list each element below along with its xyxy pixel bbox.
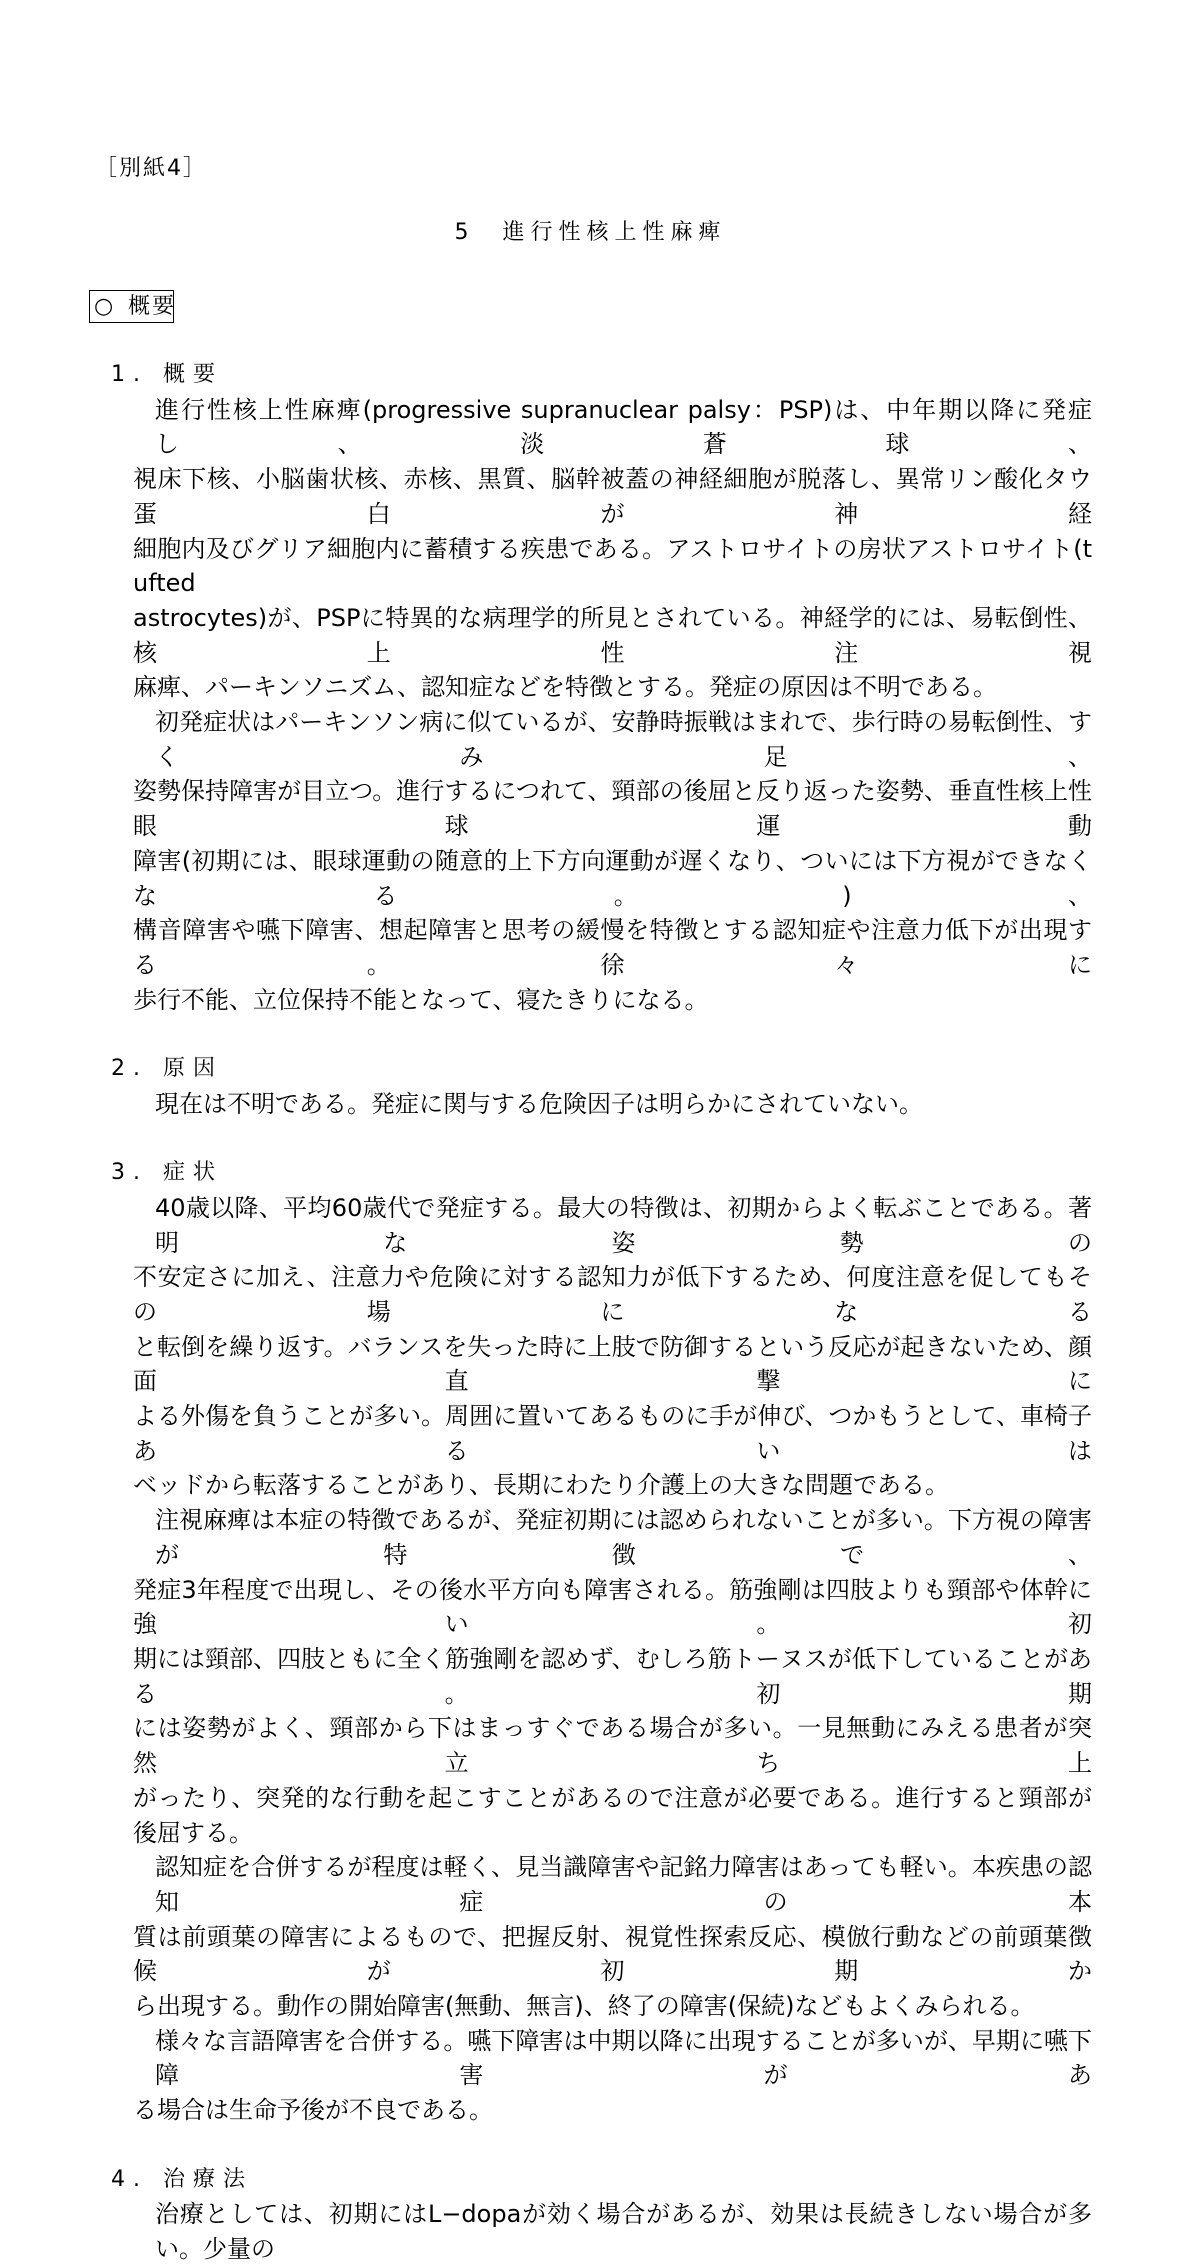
paragraph-line: ら出現する。動作の開始障害(無動、無言)、終了の障害(保続)などもよくみられる。 (133, 1992, 1035, 2021)
section-4 (111, 2163, 1092, 2267)
paragraph-line: 質は前頭葉の障害によるもので、把握反射、視覚性探索反応、模倣行動などの前頭葉徴候が初期か (133, 1922, 1092, 1986)
paragraph-line: 障害(初期には、眼球運動の随意的上下方向運動が遅くなり、ついには下方視ができなくなる。)、 (133, 846, 1092, 910)
section-1 (111, 358, 1092, 1017)
paragraph-line: 構音障害や嚥下障害、想起障害と思考の緩慢を特徴とする認知症や注意力低下が出現する。徐々に (133, 916, 1092, 979)
page-title: 5 進行性核上性麻痺 (454, 220, 727, 245)
paragraph-line: 不安定さに加え、注意力や危険に対する認知力が低下するため、何度注意を促してもその場になる (133, 1263, 1092, 1326)
paragraph-line: 発症3年程度で出現し、その後水平方向も障害される。筋強剛は四肢よりも頸部や体幹に強い。初 (133, 1575, 1092, 1639)
paragraph-line: よる外傷を負うことが多い。周囲に置いてあるものに手が伸び、つかもうとして、車椅子あるいは (133, 1402, 1092, 1465)
section-heading: 3. 症状 (111, 1160, 223, 1186)
paragraph-line: 治療としては、初期にはL−dopaが効く場合があるが、効果は長続きしない場合が多い。少量の (155, 2200, 1092, 2263)
paragraph-line: 初発症状はパーキンソン病に似ているが、安静時振戦はまれで、歩行時の易転倒性、すくみ足、 (155, 708, 1092, 771)
document-body (111, 358, 1092, 2267)
paragraph-line: astrocytes)が、PSPに特異的な病理学的所見とされている。神経学的には、易転倒性、核上性注視 (133, 603, 1092, 667)
paragraph-line: 進行性核上性麻痺(progressive supranuclear palsy：PSP)は、中年期以降に発症し、淡蒼球、 (155, 395, 1092, 459)
paragraph-line: 歩行不能、立位保持不能となって、寝たきりになる。 (133, 985, 709, 1014)
section-heading: 1. 概要 (111, 362, 223, 387)
circle-mark: ○ (94, 294, 114, 319)
paragraph-line: ベッドから転落することがあり、長期にわたり介護上の大きな問題である。 (133, 1471, 949, 1500)
overview-box-heading (89, 290, 177, 323)
paragraph-line: には姿勢がよく、頸部から下はまっすぐである場合が多い。一見無動にみえる患者が突然立ち上 (133, 1714, 1092, 1778)
annex-label: ［別紙4］ (95, 156, 207, 181)
paragraph-line: 様々な言語障害を合併する。嚥下障害は中期以降に出現することが多いが、早期に嚥下障害があ (155, 2026, 1092, 2090)
paragraph-line: と転倒を繰り返す。バランスを失った時に上肢で防御するという反応が起きないため、顔面直撃に (133, 1332, 1092, 1396)
overview-box-label: 概要 (128, 294, 177, 319)
paragraph-line: 麻痺、パーキンソニズム、認知症などを特徴とする。発症の原因は不明である。 (133, 673, 997, 702)
paragraph-line: 細胞内及びグリア細胞内に蓄積する疾患である。アストロサイトの房状アストロサイト(tufted (133, 534, 1092, 598)
section-3 (111, 1156, 1092, 2128)
paragraph-line: がったり、突発的な行動を起こすことがあるので注意が必要である。進行すると頸部が後屈する。 (133, 1783, 1092, 1847)
paragraph-line: 注視麻痺は本症の特徴であるが、発症初期には認められないことが多い。下方視の障害が特徴で、 (155, 1506, 1092, 1569)
section-heading: 4. 治療法 (111, 2166, 253, 2192)
section-2 (111, 1052, 1092, 1121)
paragraph-line: 期には頸部、四肢ともに全く筋強剛を認めず、むしろ筋トーヌスが低下していることがある。初期 (133, 1644, 1092, 1708)
paragraph-line: る場合は生命予後が不良である。 (133, 2096, 493, 2125)
paragraph-line: 40歳以降、平均60歳代で発症する。最大の特徴は、初期からよく転ぶことである。著明な姿勢の (155, 1193, 1092, 1257)
paragraph-line: 姿勢保持障害が目立つ。進行するにつれて、頸部の後屈と反り返った姿勢、垂直性核上性眼球運動 (133, 777, 1092, 841)
paragraph-line: 視床下核、小脳歯状核、赤核、黒質、脳幹被蓋の神経細胞が脱落し、異常リン酸化タウ蛋白が神経 (133, 465, 1092, 528)
paragraph-line: 現在は不明である。発症に関与する危険因子は明らかにされていない。 (155, 1089, 923, 1118)
section-heading: 2. 原因 (111, 1056, 223, 1082)
paragraph-line: 認知症を合併するが程度は軽く、見当識障害や記銘力障害はあっても軽い。本疾患の認知症の本 (155, 1853, 1092, 1916)
